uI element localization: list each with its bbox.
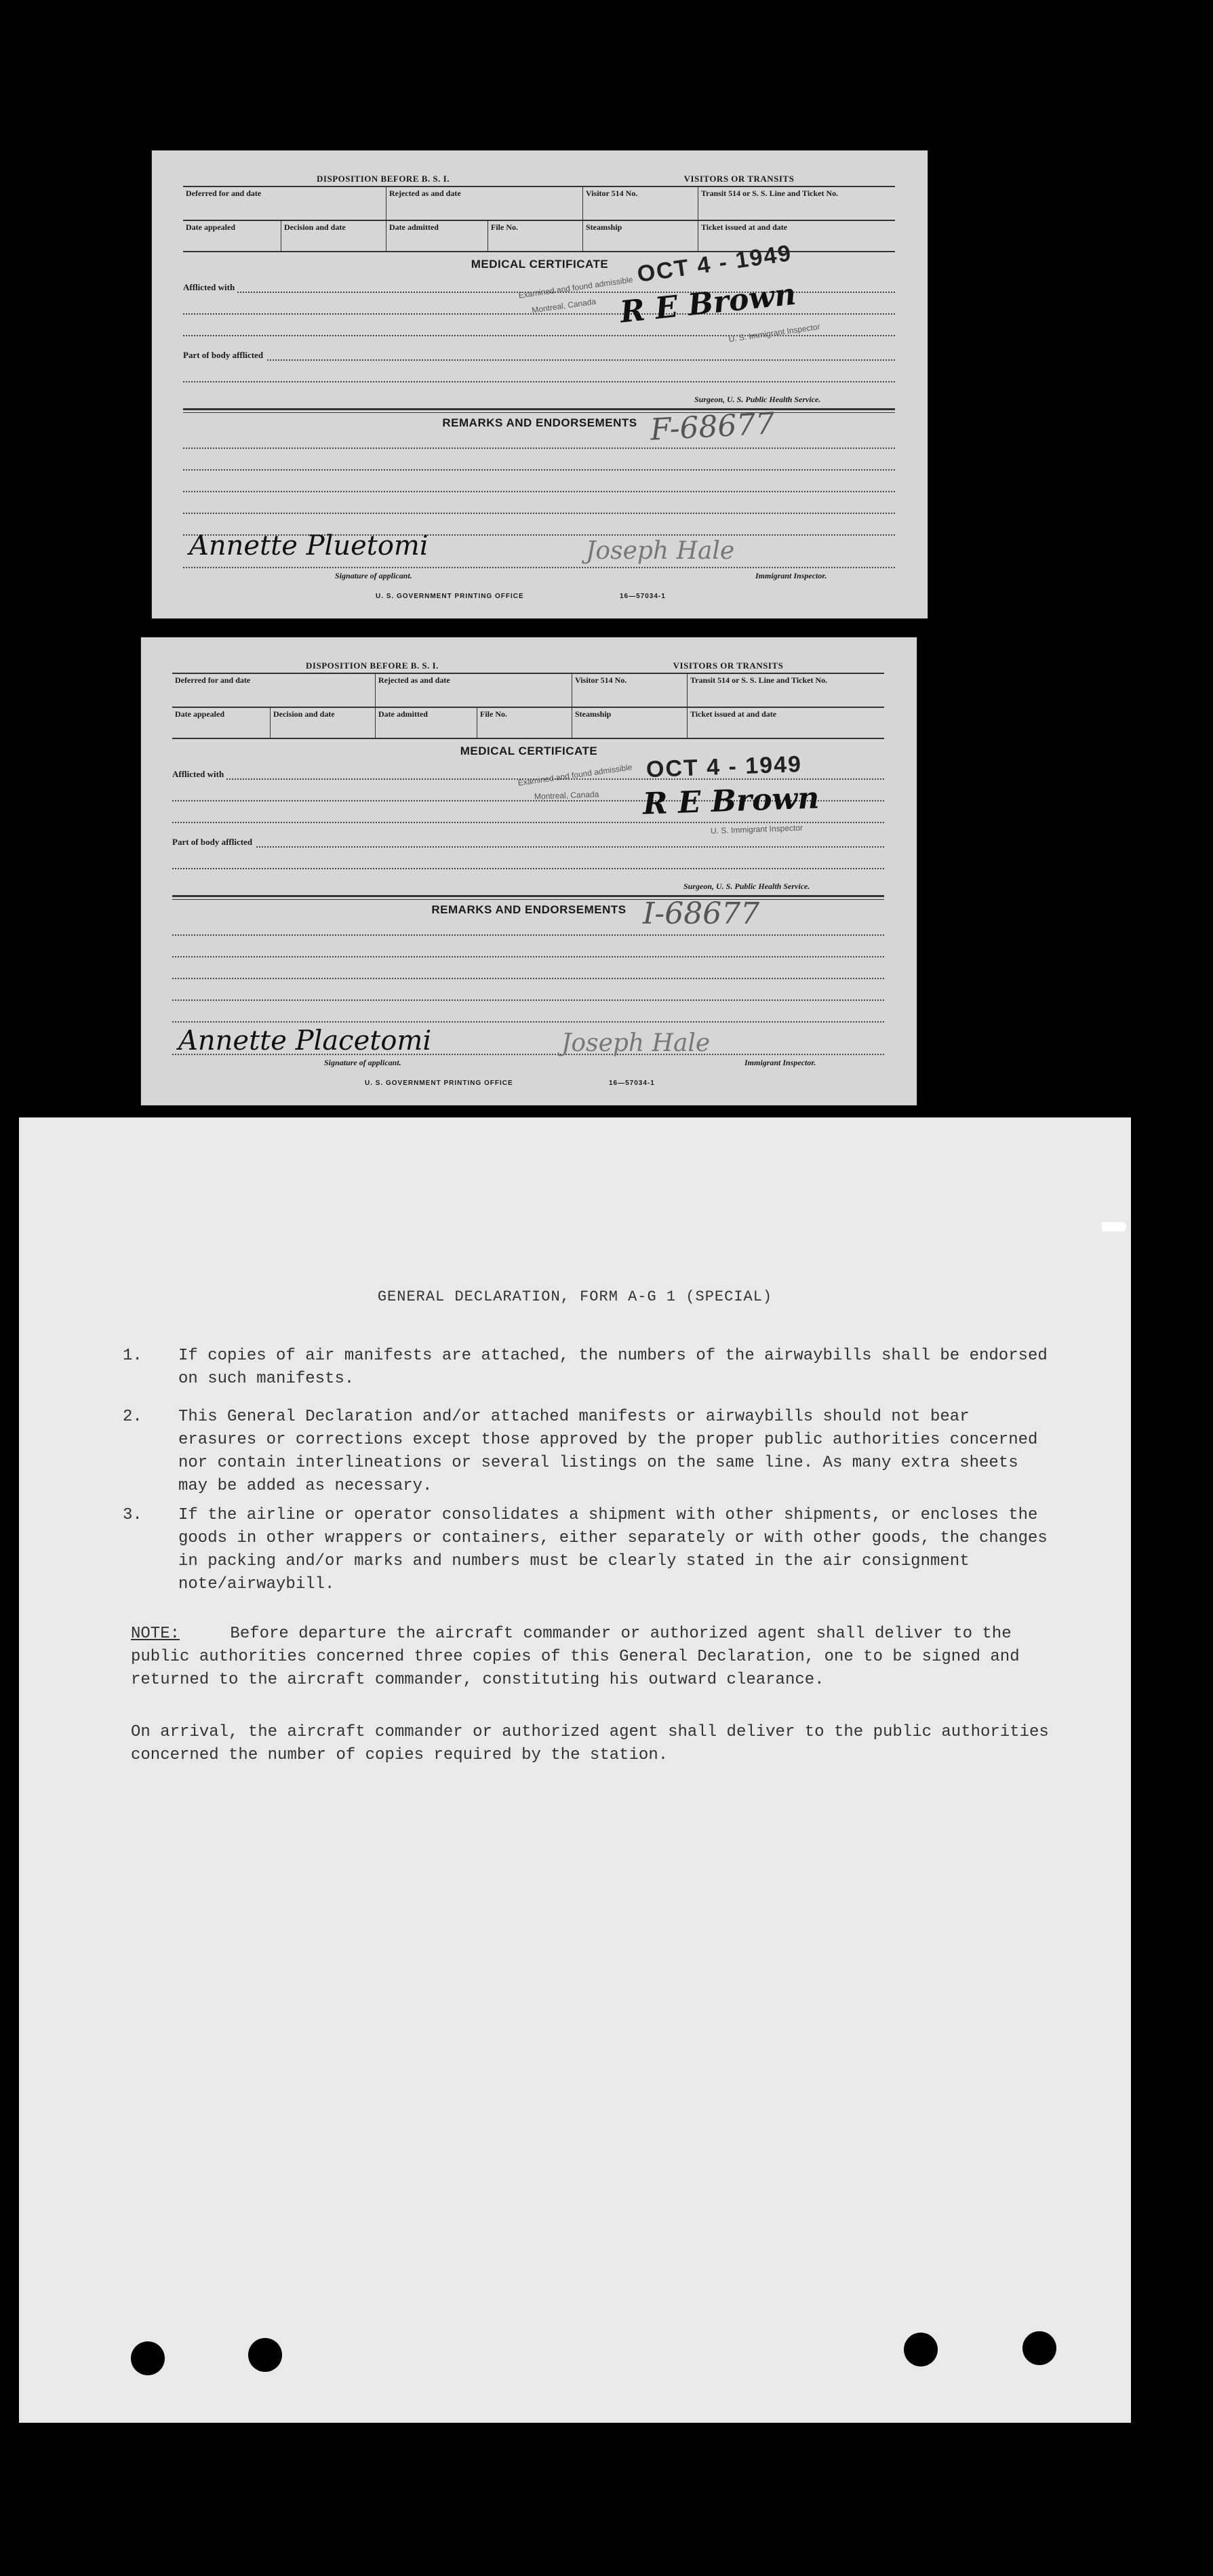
steamship-label: Steamship (583, 221, 698, 251)
stamp-inspector: U. S. Immigrant Inspector (710, 823, 803, 836)
surgeon-label: Surgeon, U. S. Public Health Service. (683, 881, 810, 891)
instruction-item (124, 1504, 1056, 1596)
medical-certificate-title: MEDICAL CERTIFICATE (471, 258, 609, 271)
rejected-label: Rejected as and date (386, 187, 583, 220)
signature-applicant-label: Signature of applicant. (324, 1058, 401, 1067)
steamship-label: Steamship (572, 708, 688, 738)
signature-applicant-label: Signature of applicant. (335, 571, 412, 580)
visitor-label: Visitor 514 No. (572, 674, 688, 707)
immigration-card-copy (141, 637, 917, 1105)
punch-hole (1022, 2331, 1056, 2365)
immigrant-inspector-label: Immigrant Inspector. (755, 571, 827, 580)
disposition-header: DISPOSITION BEFORE B. S. I. (306, 660, 439, 671)
visitor-label: Visitor 514 No. (583, 187, 698, 220)
sheet-title: GENERAL DECLARATION, FORM A-G 1 (SPECIAL) (377, 1288, 773, 1305)
surgeon-label: Surgeon, U. S. Public Health Service. (694, 395, 821, 404)
date-appealed-label: Date appealed (172, 708, 271, 738)
date-admitted-label: Date admitted (386, 221, 488, 251)
instruction-item (124, 1406, 1056, 1498)
handwritten-file-number: F-68677 (649, 406, 776, 448)
item-number: 3. (123, 1506, 142, 1524)
handwritten-applicant-signature: Annette Placetomi (178, 1025, 432, 1056)
arrival-paragraph: On arrival, the aircraft commander or authorized agent shall deliver to the public authorities concerned the number of copies required by the station. (131, 1723, 1049, 1764)
transit-label: Transit 514 or S. S. Line and Ticket No. (690, 675, 828, 685)
stamp-examined: Examined and found admissible (517, 275, 634, 300)
transit-label: Transit 514 or S. S. Line and Ticket No. (701, 189, 839, 198)
handwritten-applicant-signature: Annette Pluetomi (189, 530, 429, 561)
gpo-label: U. S. GOVERNMENT PRINTING OFFICE (376, 593, 524, 600)
general-declaration-sheet (19, 1117, 1131, 2423)
stamp-date: OCT 4 - 1949 (645, 751, 803, 783)
deferred-label: Deferred for and date (172, 674, 376, 707)
punch-hole (131, 2341, 165, 2375)
item-number: 1. (123, 1347, 142, 1365)
gpo-label: U. S. GOVERNMENT PRINTING OFFICE (365, 1079, 513, 1087)
form-number: 16—57034-1 (620, 593, 666, 600)
disposition-header: DISPOSITION BEFORE B. S. I. (317, 174, 450, 184)
handwritten-file-number: I-68677 (643, 896, 760, 931)
visitors-header: VISITORS OR TRANSITS (683, 174, 795, 184)
item-text: If the airline or operator consolidates a shipment with other shipments, or encloses the goods in other wrappers or containers, either separately or with other goods, the changes in packing and/or marks and numbers must be clearly stated in the air consignment note/airwaybill. (178, 1506, 1048, 1593)
stamp-place: Montreal, Canada (531, 296, 597, 315)
paper-clip-tab (1102, 1222, 1126, 1231)
file-no-label: File No. (477, 708, 572, 738)
note-paragraph (131, 1623, 1060, 1692)
file-no-label: File No. (488, 221, 583, 251)
stamp-place: Montreal, Canada (534, 789, 599, 801)
medical-certificate-title: MEDICAL CERTIFICATE (460, 745, 598, 757)
handwritten-inspector-name: R E Brown (642, 780, 820, 822)
rejected-label: Rejected as and date (376, 674, 572, 707)
handwritten-inspector-signature: Joseph Hale (561, 1029, 711, 1057)
note-text: Before departure the aircraft commander or authorized agent shall deliver to the public authorities concerned three copies of this General Declaration, one to be signed and returned to the aircraft commander, constituting his outward clearance. (131, 1625, 1020, 1689)
afflicted-with-label: Afflicted with (172, 769, 226, 780)
date-admitted-label: Date admitted (376, 708, 477, 738)
punch-hole (904, 2333, 938, 2366)
immigrant-inspector-label: Immigrant Inspector. (744, 1058, 816, 1067)
remarks-title: REMARKS AND ENDORSEMENTS (442, 416, 637, 429)
item-text: If copies of air manifests are attached, the numbers of the airwaybills shall be endorsed on such manifests. (178, 1347, 1048, 1388)
part-of-body-label: Part of body afflicted (172, 837, 255, 848)
remarks-title: REMARKS AND ENDORSEMENTS (431, 903, 627, 916)
handwritten-inspector-signature: Joseph Hale (586, 537, 735, 565)
item-text: This General Declaration and/or attached manifests or airwaybills should not bear erasures or corrections except those approved by the proper public authorities concerned nor contain interlineations or several listings on the same line. As many extra sheets may be added as necessary. (178, 1408, 1038, 1495)
stamp-date: OCT 4 - 1949 (635, 240, 794, 288)
item-number: 2. (123, 1408, 142, 1426)
immigration-card-top (152, 151, 928, 618)
part-of-body-label: Part of body afflicted (183, 350, 266, 361)
deferred-label: Deferred for and date (183, 187, 386, 220)
stamp-examined: Examined and found admissible (517, 762, 633, 788)
visitors-header: VISITORS OR TRANSITS (673, 660, 784, 671)
date-appealed-label: Date appealed (183, 221, 281, 251)
decision-label: Decision and date (271, 708, 376, 738)
note-label: NOTE: (131, 1625, 180, 1643)
ticket-issued-label: Ticket issued at and date (690, 709, 777, 719)
punch-hole (248, 2338, 282, 2372)
handwritten-inspector-name: R E Brown (618, 277, 798, 330)
decision-label: Decision and date (281, 221, 386, 251)
afflicted-with-label: Afflicted with (183, 282, 237, 293)
form-number: 16—57034-1 (609, 1079, 655, 1087)
stamp-inspector: U. S. Immigrant Inspector (728, 321, 821, 344)
card-header-grid (172, 660, 884, 739)
ticket-issued-label: Ticket issued at and date (701, 222, 788, 232)
instruction-item (124, 1345, 1056, 1391)
